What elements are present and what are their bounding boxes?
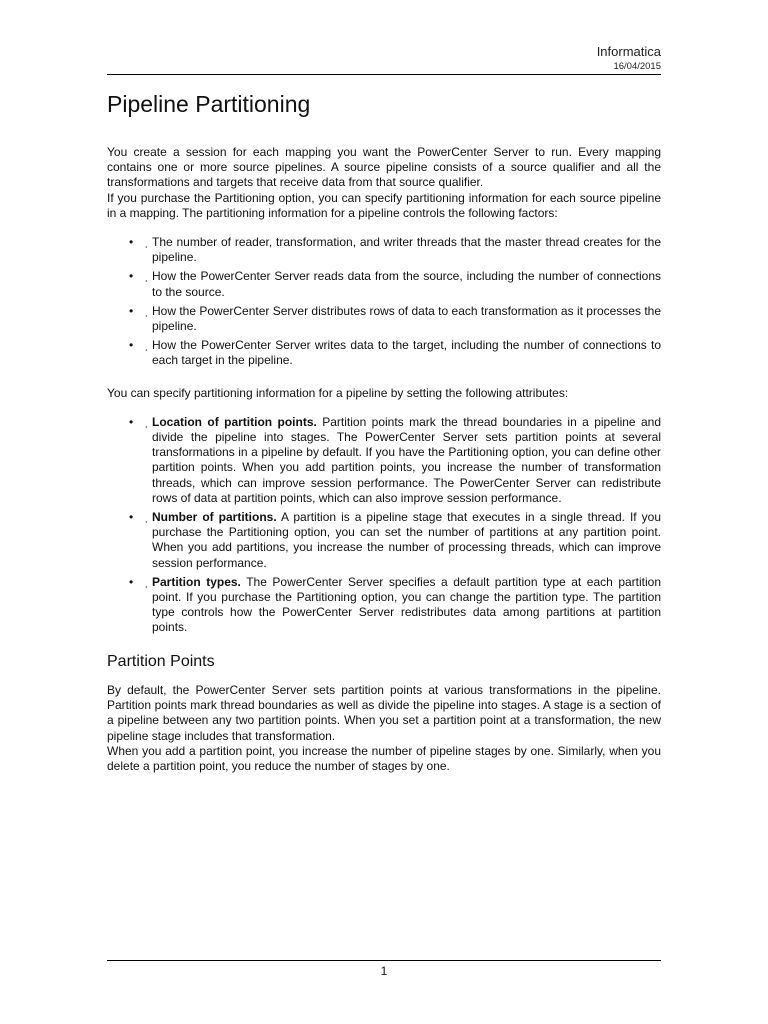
page-title: Pipeline Partitioning bbox=[107, 91, 311, 117]
attribute-term: Number of partitions. bbox=[152, 510, 277, 525]
list-item bbox=[107, 510, 661, 571]
intro-paragraph-2: If you purchase the Partitioning option, you can specify partitioning information for each source pipeline in a mapping. The partitioning information for a pipeline controls the following factors: bbox=[107, 190, 661, 220]
footer-rule bbox=[107, 960, 661, 961]
attributes-list bbox=[107, 415, 661, 636]
bullet-icon: • bbox=[129, 235, 134, 250]
list-mark: ¸ bbox=[145, 513, 148, 524]
document-body bbox=[107, 145, 661, 774]
list-item bbox=[107, 235, 661, 265]
page-number: 1 bbox=[380, 964, 388, 978]
list-mark: ¸ bbox=[145, 577, 148, 588]
list-item bbox=[107, 338, 661, 368]
attribute-text: The PowerCenter Server specifies a default partition type at each partition point. If you purchase the Partitioning option, you can change the partition type. The partition type controls how the PowerCenter Server redistributes data among partitions at partition points. bbox=[152, 574, 662, 635]
attribute-text: Partition points mark the thread boundaries in a pipeline and divide the pipeline into stages. The PowerCenter Server sets partition points at several transformations in a pipeline by default. If you have the Partitioning option, you can define other partition points. When you add partition points, you increase the number of transformation threads, which can improve session performance. The PowerCenter Server can redistribute rows of data at partition points, which can also improve session performance. bbox=[152, 414, 661, 505]
bullet-icon: • bbox=[129, 414, 134, 429]
section-paragraph-1: By default, the PowerCenter Server sets partition points at various transformations in the pipeline. Partition points mark thread boundaries as well as divide the pipeline into stages. A stage is a section of a pipeline between any two partition points. When you set a partition point at a transformation, the new pipeline stage includes that transformation. bbox=[107, 682, 661, 743]
list-mark: ¸ bbox=[145, 272, 148, 283]
list-mark: ¸ bbox=[145, 417, 148, 428]
attribute-text: A partition is a pipeline stage that executes in a single thread. If you purchase the Partitioning option, you can set the number of partitions at any partition point. When you add partitions, you increase the number of processing threads, which can improve session performance. bbox=[152, 510, 661, 570]
factor-text: How the PowerCenter Server writes data to the target, including the number of connections to each target in the pipeline. bbox=[152, 338, 661, 368]
intro-paragraph-1: You create a session for each mapping you want the PowerCenter Server to run. Every mapping contains one or more source pipelines. A source pipeline consists of a source qualifier and all the transformations and targets that receive data from that source qualifier. bbox=[107, 145, 661, 190]
list-mark: ¸ bbox=[145, 238, 148, 249]
factor-text: How the PowerCenter Server reads data from the source, including the number of connections to the source. bbox=[152, 269, 661, 299]
header-rule bbox=[107, 74, 661, 75]
section-heading: Partition Points bbox=[107, 652, 215, 670]
list-mark: ¸ bbox=[145, 306, 148, 317]
list-item bbox=[107, 304, 661, 334]
factors-list bbox=[107, 235, 661, 369]
list-mark: ¸ bbox=[145, 341, 148, 352]
bullet-icon: • bbox=[129, 510, 134, 525]
list-item bbox=[107, 575, 661, 636]
attributes-intro: You can specify partitioning information for a pipeline by setting the following attributes: bbox=[107, 385, 569, 400]
section-paragraph-2: When you add a partition point, you increase the number of pipeline stages by one. Similarly, when you delete a partition point, you reduce the number of stages by one. bbox=[107, 743, 661, 773]
bullet-icon: • bbox=[129, 303, 134, 318]
list-item bbox=[107, 269, 661, 299]
attribute-term: Location of partition points. bbox=[152, 414, 317, 429]
attribute-term: Partition types. bbox=[152, 574, 241, 589]
bullet-icon: • bbox=[129, 574, 134, 589]
list-item bbox=[107, 415, 661, 506]
bullet-icon: • bbox=[129, 338, 134, 353]
factor-text: The number of reader, transformation, and writer threads that the master thread creates for the pipeline. bbox=[152, 235, 661, 265]
header-company: Informatica bbox=[596, 44, 661, 59]
bullet-icon: • bbox=[129, 269, 134, 284]
factor-text: How the PowerCenter Server distributes rows of data to each transformation as it processes the pipeline. bbox=[152, 303, 661, 334]
header-date: 16/04/2015 bbox=[613, 61, 661, 72]
